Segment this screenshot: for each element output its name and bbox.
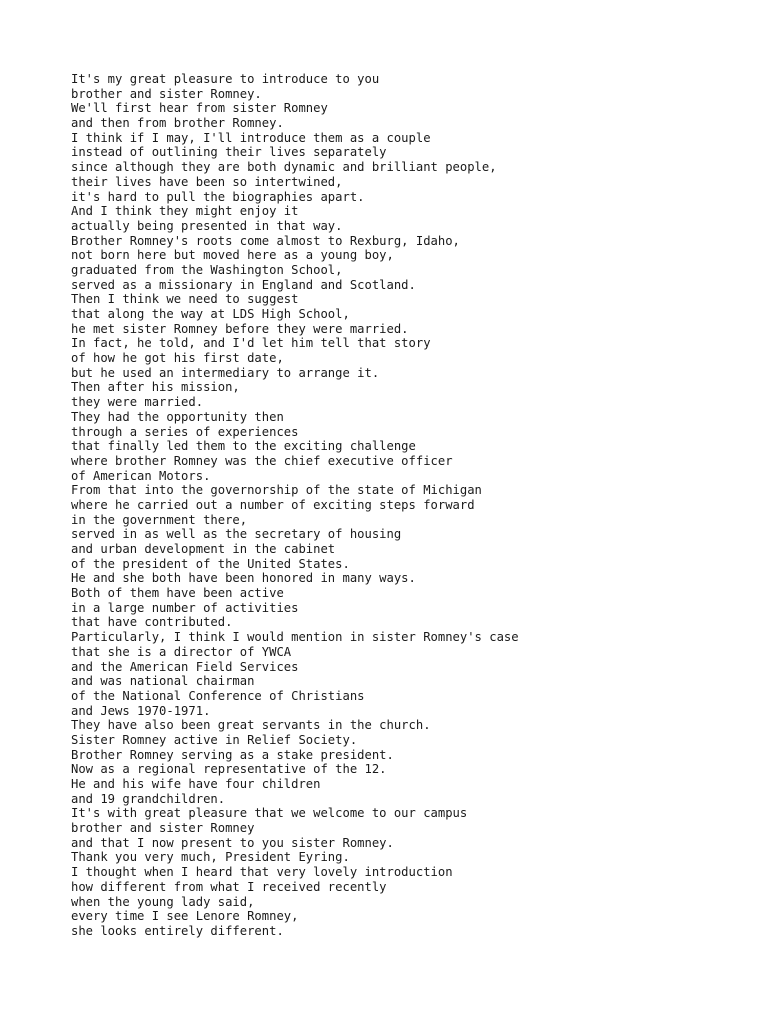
transcript-line: graduated from the Washington School, [71,262,343,277]
transcript-line: Particularly, I think I would mention in sister Romney's case [71,630,519,645]
transcript-line: he met sister Romney before they were married. [71,321,409,336]
transcript-line: not born here but moved here as a young boy, [71,248,394,263]
transcript-line: she looks entirely different. [71,923,284,938]
transcript-line: instead of outlining their lives separately [71,145,387,160]
transcript-line: that along the way at LDS High School, [71,307,350,321]
transcript-line: In fact, he told, and I'd let him tell that story [71,336,431,351]
transcript-line: brother and sister Romney [71,821,255,836]
transcript-line: of how he got his first date, [71,351,284,366]
transcript-line: since although they are both dynamic and brilliant people, [71,160,497,175]
transcript-line: through a series of experiences [71,424,299,439]
transcript-line: and was national chairman [71,674,255,689]
transcript-line: where he carried out a number of exciting steps forward [71,497,475,512]
transcript-line: of the president of the United States. [71,556,350,571]
transcript-line: every time I see Lenore Romney, [71,909,299,924]
transcript-line: brother and sister Romney. [71,86,262,101]
transcript-line: in the government there, [71,512,248,527]
transcript-line: It's my great pleasure to introduce to you [71,72,380,86]
transcript-line: and urban development in the cabinet [71,542,336,556]
transcript-line: Now as a regional representative of the 12. [71,762,387,777]
transcript-line: that she is a director of YWCA [71,644,292,659]
transcript-line: and that I now present to you sister Romney. [71,835,394,850]
transcript-line: Brother Romney serving as a stake president. [71,747,394,762]
transcript-line: where brother Romney was the chief executive officer [71,453,453,468]
transcript-line: I thought when I heard that very lovely introduction [71,865,453,880]
transcript-line: served as a missionary in England and Scotland. [71,277,416,292]
transcript-line: of American Motors. [71,468,211,483]
transcript-line: Both of them have been active [71,586,284,601]
transcript-line: that have contributed. [71,615,233,630]
transcript-line: their lives have been so intertwined, [71,174,343,189]
transcript-line: they were married. [71,395,204,410]
transcript-line: We'll first hear from sister Romney [71,101,328,116]
transcript-line: Then I think we need to suggest [71,292,299,307]
transcript-text [71,72,519,939]
transcript-line: it's hard to pull the biographies apart. [71,189,365,204]
transcript-line: They have also been great servants in the church. [71,718,431,733]
transcript-line: It's with great pleasure that we welcome to our campus [71,806,468,821]
transcript-line: and then from brother Romney. [71,116,284,131]
transcript-line: and Jews 1970-1971. [71,703,211,718]
transcript-line: And I think they might enjoy it [71,204,299,219]
transcript-line: served in as well as the secretary of housing [71,527,402,542]
transcript-line: and 19 grandchildren. [71,791,226,806]
transcript-line: I think if I may, I'll introduce them as a couple [71,130,431,145]
transcript-line: and the American Field Services [71,659,299,674]
transcript-line: Thank you very much, President Eyring. [71,850,350,865]
transcript-line: Sister Romney active in Relief Society. [71,732,358,747]
transcript-line: He and his wife have four children [71,777,321,791]
transcript-line: actually being presented in that way. [71,218,343,233]
transcript-line: From that into the governorship of the state of Michigan [71,483,482,498]
transcript-line: They had the opportunity then [71,409,284,424]
transcript-line: He and she both have been honored in many ways. [71,571,416,586]
transcript-line: how different from what I received recently [71,879,387,894]
transcript-line: Brother Romney's roots come almost to Rexburg, Idaho, [71,233,460,248]
transcript-line: but he used an intermediary to arrange it. [71,365,380,380]
transcript-line: of the National Conference of Christians [71,688,365,703]
transcript-line: in a large number of activities [71,600,299,615]
transcript-line: that finally led them to the exciting challenge [71,439,416,454]
transcript-line: Then after his mission, [71,380,240,395]
transcript-line: when the young lady said, [71,894,255,909]
